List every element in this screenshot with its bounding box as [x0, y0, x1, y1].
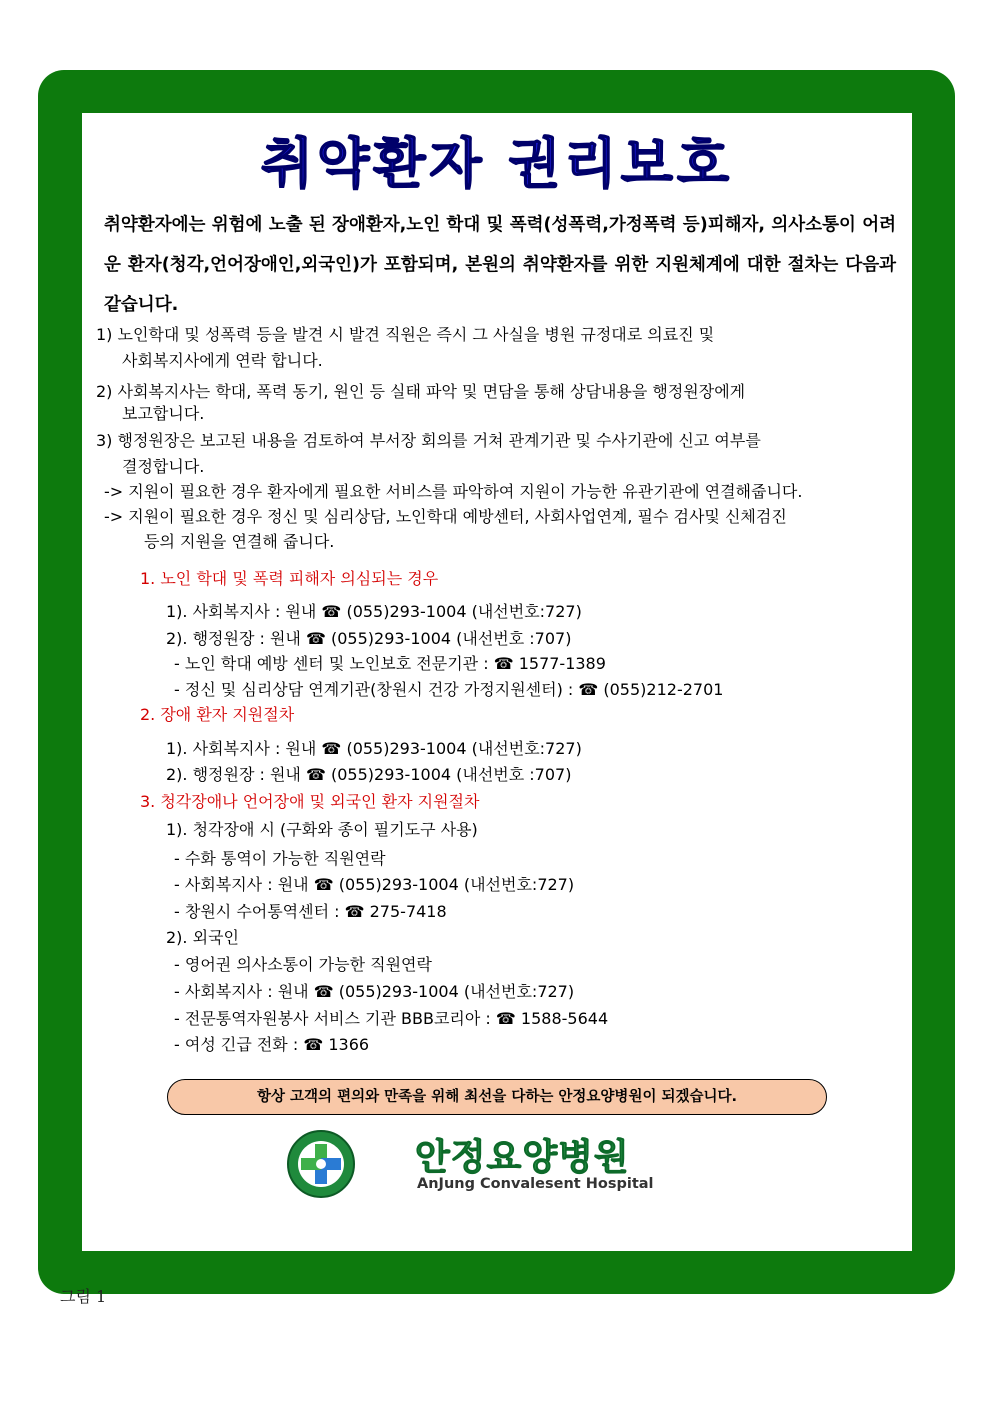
contact-line: 2). 행정원장 : 원내 ☎ (055)293-1004 (내선번호 :707)	[166, 629, 572, 648]
section-heading: 1. 노인 학대 및 폭력 피해자 의심되는 경우	[140, 569, 439, 588]
figure-caption: 그림 1	[60, 1287, 107, 1306]
contact-line: - 전문통역자원봉사 서비스 기관 BBB코리아 : ☎ 1588-5644	[174, 1009, 609, 1028]
procedure-line: 사회복지사에게 연락 합니다.	[122, 351, 323, 370]
contact-line: - 창원시 수어통역센터 : ☎ 275-7418	[174, 902, 447, 921]
procedure-arrow-line: -> 지원이 필요한 경우 정신 및 심리상담, 노인학대 예방센터, 사회사업연계, 필수 검사및 신체검진	[104, 507, 787, 526]
procedure-line: 결정합니다.	[122, 457, 205, 476]
procedure-line: 등의 지원을 연결해 줍니다.	[144, 532, 335, 551]
contact-line: 1). 청각장애 시 (구화와 종이 필기도구 사용)	[166, 820, 478, 839]
contact-line: - 사회복지사 : 원내 ☎ (055)293-1004 (내선번호:727)	[174, 875, 575, 894]
hospital-logo	[277, 1129, 717, 1199]
hospital-seal-icon	[277, 1129, 369, 1199]
contact-line: 1). 사회복지사 : 원내 ☎ (055)293-1004 (내선번호:727)	[166, 739, 582, 758]
page-title: 취약환자 권리보호	[260, 132, 734, 195]
contact-line: 2). 행정원장 : 원내 ☎ (055)293-1004 (내선번호 :707)	[166, 765, 572, 784]
section-heading: 3. 청각장애나 언어장애 및 외국인 환자 지원절차	[140, 792, 480, 811]
procedure-line: 보고합니다.	[122, 404, 205, 423]
procedure-line: 1) 노인학대 및 성폭력 등을 발견 시 발견 직원은 즉시 그 사실을 병원 규정대로 의료진 및	[96, 325, 715, 344]
contact-line: - 수화 통역이 가능한 직원연락	[174, 849, 386, 868]
procedure-arrow-line: -> 지원이 필요한 경우 환자에게 필요한 서비스를 파악하여 지원이 가능한 유관기관에 연결해줍니다.	[104, 482, 803, 501]
contact-line: - 영어권 의사소통이 가능한 직원연락	[174, 955, 432, 974]
service-banner: 항상 고객의 편의와 만족을 위해 최선을 다하는 안정요양병원이 되겠습니다.	[167, 1079, 827, 1115]
contact-line: 1). 사회복지사 : 원내 ☎ (055)293-1004 (내선번호:727)	[166, 602, 582, 621]
hospital-name-en: AnJung Convalesent Hospital	[417, 1176, 654, 1192]
intro-paragraph: 취약환자에는 위험에 노출 된 장애환자,노인 학대 및 폭력(성폭력,가정폭력 등)피해자, 의사소통이 어려운 환자(청각,언어장애인,외국인)가 포함되며, 본원의 취약환자를 위한 지원체계에 대한 절차는 다음과 같습니다.	[104, 215, 896, 315]
contact-line: - 정신 및 심리상담 연계기관(창원시 건강 가정지원센터) : ☎ (055)212-2701	[174, 680, 724, 699]
contact-line: - 사회복지사 : 원내 ☎ (055)293-1004 (내선번호:727)	[174, 982, 575, 1001]
procedure-line: 3) 행정원장은 보고된 내용을 검토하여 부서장 회의를 거쳐 관계기관 및 수사기관에 신고 여부를	[96, 431, 761, 450]
notice-panel	[82, 113, 912, 1251]
hospital-name-ko: 안정요양병원	[415, 1137, 630, 1178]
procedure-line: 2) 사회복지사는 학대, 폭력 동기, 원인 등 실태 파악 및 면담을 통해 상담내용을 행정원장에게	[96, 382, 746, 401]
contact-line: 2). 외국인	[166, 928, 239, 947]
contact-line: - 여성 긴급 전화 : ☎ 1366	[174, 1035, 370, 1054]
contact-line: - 노인 학대 예방 센터 및 노인보호 전문기관 : ☎ 1577-1389	[174, 654, 606, 673]
section-heading: 2. 장애 환자 지원절차	[140, 705, 295, 724]
